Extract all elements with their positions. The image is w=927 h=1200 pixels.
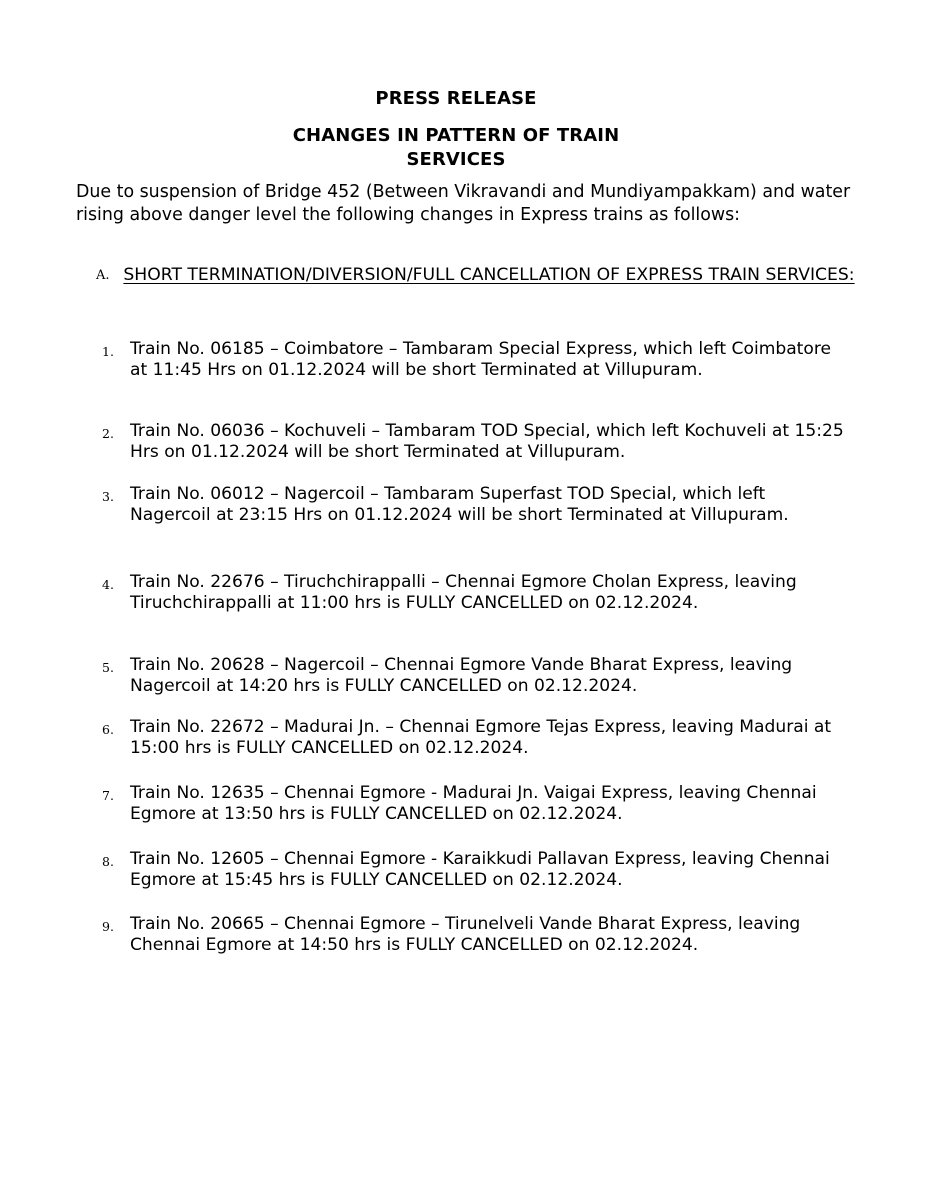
list-item	[102, 717, 862, 759]
list-item-number: 2.	[102, 426, 114, 441]
list-item-text: Train No. 22672 – Madurai Jn. – Chennai Egmore Tejas Express, leaving Madurai at 15:00 hrs is FULLY CANCELLED on 02.12.2024.	[130, 717, 832, 758]
list-item	[102, 849, 862, 891]
list-item-text: Train No. 06036 – Kochuveli – Tambaram TOD Special, which left Kochuveli at 15:25 Hrs on 01.12.2024 will be short Terminated at Villupuram.	[130, 421, 844, 462]
list-item	[102, 655, 862, 697]
list-item	[102, 484, 862, 526]
list-item-number: 7.	[102, 788, 114, 803]
intro-paragraph: Due to suspension of Bridge 452 (Between Vikravandi and Mundiyampakkam) and water rising above danger level the following changes in Express trains as follows:	[76, 182, 851, 225]
page-title: PRESS RELEASE	[375, 88, 537, 109]
list-item-number: 4.	[102, 577, 114, 592]
list-item	[102, 783, 862, 825]
list-item-number: 9.	[102, 919, 114, 934]
list-item-text: Train No. 06012 – Nagercoil – Tambaram Superfast TOD Special, which left Nagercoil at 23:15 Hrs on 01.12.2024 will be short Terminated at Villupuram.	[130, 484, 789, 525]
list-item-number: 3.	[102, 489, 114, 504]
list-item	[102, 339, 862, 381]
list-item-text: Train No. 20628 – Nagercoil – Chennai Egmore Vande Bharat Express, leaving Nagercoil at 14:20 hrs is FULLY CANCELLED on 02.12.2024.	[130, 655, 793, 696]
list-item	[102, 421, 862, 463]
list-item-number: 8.	[102, 854, 114, 869]
list-item-text: Train No. 12605 – Chennai Egmore - Karaikkudi Pallavan Express, leaving Chennai Egmore at 15:45 hrs is FULLY CANCELLED on 02.12.2024.	[130, 849, 830, 890]
list-item-text: Train No. 06185 – Coimbatore – Tambaram Special Express, which left Coimbatore at 11:45 Hrs on 01.12.2024 will be short Terminated at Villupuram.	[130, 339, 831, 380]
subtitle-line-2: SERVICES	[406, 149, 506, 170]
list-item-number: 5.	[102, 660, 114, 675]
list-item-text: Train No. 22676 – Tiruchchirappalli – Chennai Egmore Cholan Express, leaving Tiruchchirappalli at 11:00 hrs is FULLY CANCELLED on 02.12.2024.	[130, 572, 797, 613]
list-item	[102, 914, 862, 956]
list-item	[102, 572, 862, 614]
list-item-text: Train No. 20665 – Chennai Egmore – Tirunelveli Vande Bharat Express, leaving Chennai Egmore at 14:50 hrs is FULLY CANCELLED on 02.12.2024.	[130, 914, 801, 955]
list-item-text: Train No. 12635 – Chennai Egmore - Madurai Jn. Vaigai Express, leaving Chennai Egmore at 13:50 hrs is FULLY CANCELLED on 02.12.2024.	[130, 783, 817, 824]
list-item-number: 6.	[102, 722, 114, 737]
list-item-number: 1.	[102, 344, 114, 359]
subtitle-line-1: CHANGES IN PATTERN OF TRAIN	[292, 125, 620, 146]
section-letter: A.	[96, 268, 110, 283]
section-heading-text: SHORT TERMINATION/DIVERSION/FULL CANCELLATION OF EXPRESS TRAIN SERVICES:	[123, 265, 855, 285]
